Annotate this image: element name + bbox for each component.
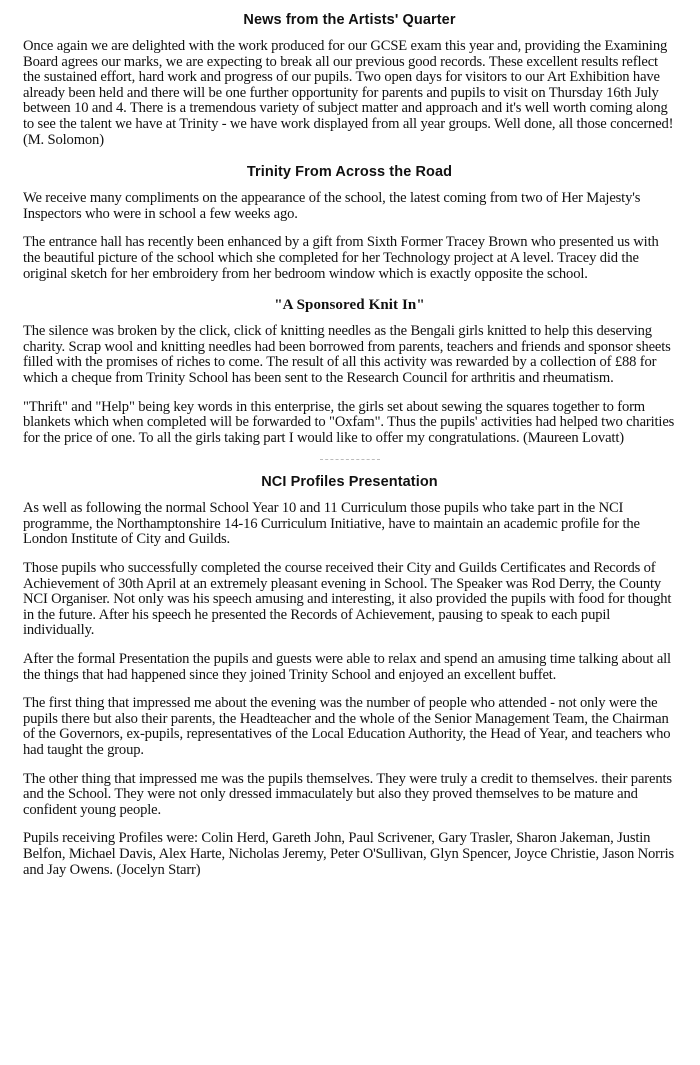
- article-paragraph: "Thrift" and "Help" being key words in this enterprise, the girls set about sewing the squares together to form blankets which when completed will be forwarded to "Oxfam". Thus the pupils' activities had helped two charities for the price of one. To all the girls taking part I would like to offer my congratulations. (Maureen Lovatt): [23, 398, 675, 446]
- article-paragraph: After the formal Presentation the pupils and guests were able to relax and spend an amusing time talking about all the things that had happened since they joined Trinity School and enjoyed an excellent buffet.: [23, 651, 671, 683]
- article-paragraph: The silence was broken by the click, click of knitting needles as the Bengali girls knitted to help this deserving charity. Scrap wool and knitting needles had been borrowed from parents, teachers and friends and sponsor sheets filled with the promises of riches to come. The result of all this activity was rewarded by a collection of £88 for which a cheque from Trinity School has been sent to the Research Council for arthritis and rheumatism.: [23, 323, 671, 386]
- article-paragraph: As well as following the normal School Year 10 and 11 Curriculum those pupils who take part in the NCI programme, the Northamptonshire 14-16 Curriculum Initiative, have to maintain an academic profile for the London Institute of City and Guilds.: [23, 500, 640, 548]
- article-paragraph: We receive many compliments on the appearance of the school, the latest coming from two of Her Majesty's Inspectors who were in school a few weeks ago.: [23, 190, 641, 222]
- section-heading: Trinity From Across the Road: [246, 164, 453, 181]
- section-heading: NCI Profiles Presentation: [261, 474, 438, 491]
- section-divider: [320, 459, 380, 460]
- article-paragraph: The first thing that impressed me about the evening was the number of people who attended - not only were the pupils there but also their parents, the Headteacher and the whole of the Senior Management Team, the Chairman of the Governors, ex-pupils, representatives of the Local Education Authority, the Head of Year, and teachers who had taught the group.: [23, 695, 671, 758]
- section-trinity-across-road: [23, 162, 676, 282]
- article-paragraph: Those pupils who successfully completed the course received their City and Guilds Certificates and Records of Achievement of 30th April at an extremely pleasant evening in School. The Speaker was Rod Derry, the County NCI Organiser. Not only was his speech amusing and interesting, it also provided the pupils with food for thought in the future. After his speech he presented the Records of Achievement, pausing to speak to each pupil individually.: [23, 560, 672, 639]
- article-paragraph: The other thing that impressed me was the pupils themselves. They were truly a credit to themselves. their parents and the School. They were not only dressed immaculately but also they proved themselves to be mature and confident young people.: [23, 770, 672, 818]
- section-sponsored-knit-in: [23, 295, 676, 446]
- section-heading: "A Sponsored Knit In": [274, 297, 425, 314]
- section-nci-profiles: [23, 472, 676, 878]
- article-paragraph: The entrance hall has recently been enhanced by a gift from Sixth Former Tracey Brown who presented us with the beautiful picture of the school which she completed for her Technology project at A level. Tracey did the original sketch for her embroidery from her bedroom window which is exactly opposite the school.: [23, 234, 659, 282]
- section-artists-quarter: [23, 10, 676, 148]
- section-heading: News from the Artists' Quarter: [243, 12, 456, 28]
- article-paragraph: Once again we are delighted with the work produced for our GCSE exam this year and, providing the Examining Board agrees our marks, we are expecting to break all our previous good records. These excellent results reflect the sustained effort, hard work and progress of our pupils. Two open days for visitors to our Art Exhibition have already been held and there will be one further opportunity for parents and pupils to visit on Thursday 16th July between 10 and 4. There is a tremendous variety of subject matter and approach and it's well worth coming along to see the talent we have at Trinity - we have work displayed from all year groups. Well done, all those concerned! (M. Solomon): [23, 38, 674, 148]
- article-paragraph: Pupils receiving Profiles were: Colin Herd, Gareth John, Paul Scrivener, Gary Trasler, Sharon Jakeman, Justin Belfon, Michael Davis, Alex Harte, Nicholas Jeremy, Peter O'Sullivan, Glyn Spencer, Joyce Christie, Jason Norris and Jay Owens. (Jocelyn Starr): [23, 830, 675, 878]
